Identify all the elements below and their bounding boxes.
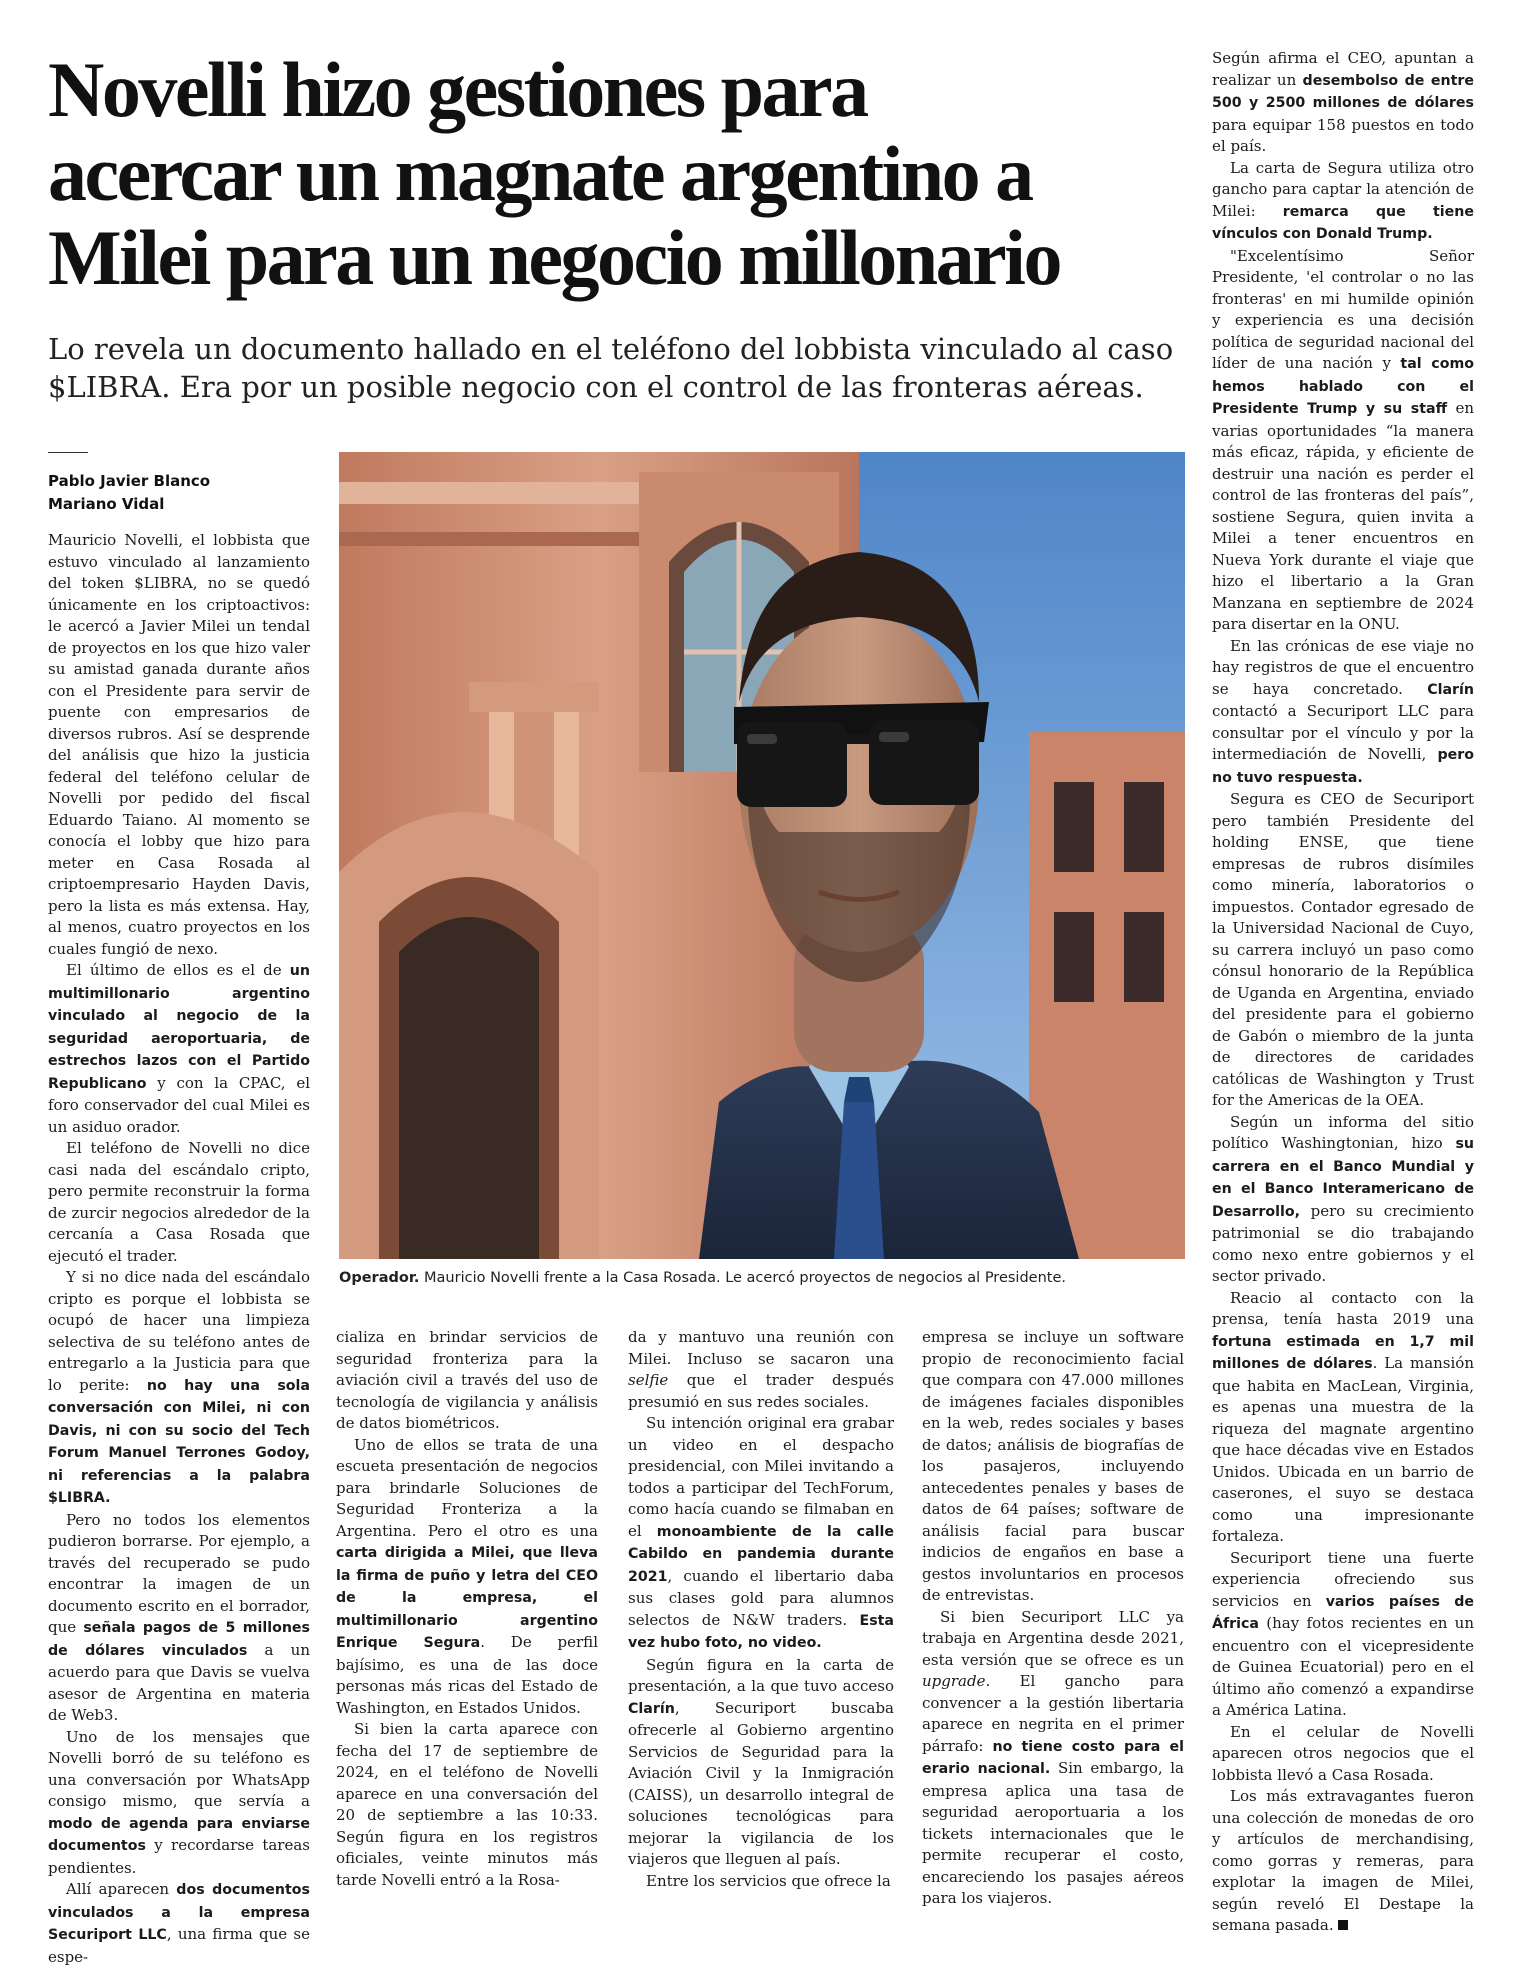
body-text: para equipar 158 puestos en todo el país. bbox=[1212, 115, 1474, 155]
body-text: en varias oportunidades “la manera más eficaz, rápida, y eficiente de destruir una nación es perder el control de las fronteras del país”, sostiene Segura, quien invita a Milei a tener encuentros en Nueva York durante el viaje que hizo el libertario a la Gran Manzana en septiembre de 2024 para disertar en la ONU. bbox=[1212, 399, 1474, 633]
bold-text: pero no tuvo respuesta. bbox=[1212, 747, 1474, 786]
body-text: . El gancho para convencer a la gestión libertaria aparece en negrita en el primer párrafo: bbox=[922, 1672, 1184, 1755]
bold-text: señala pagos de 5 millones de dólares vinculados bbox=[48, 1620, 310, 1659]
body-text: , cuando el libertario daba sus clases gold para alumnos selectos de N&W traders. bbox=[628, 1566, 894, 1629]
article-column-1 bbox=[48, 530, 310, 1968]
article-paragraph bbox=[48, 1879, 310, 1968]
body-text: . La mansión que habita en MacLean, Virginia, es apenas una muestra de la riqueza del magnate argentino que hace décadas vive en Estados Unidos. Ubicada en un barrio de caserones, el suyo se destaca como una impresionante fortaleza. bbox=[1212, 1354, 1474, 1545]
body-text: Los más extravagantes fueron una colección de monedas de oro y artículos de merchandising, como gorras y remeras, para explotar la imagen de Milei, según reveló El Destape la semana pasada. bbox=[1212, 1787, 1474, 1934]
byline bbox=[48, 470, 210, 516]
body-text: Entre los servicios que ofrece la bbox=[646, 1871, 891, 1890]
body-text: y recordarse tareas pendientes. bbox=[48, 1836, 310, 1877]
article-paragraph bbox=[1212, 1786, 1474, 1937]
headline-line: Novelli hizo gestiones para bbox=[48, 46, 867, 133]
caption-text: Mauricio Novelli frente a la Casa Rosada. Le acercó proyectos de negocios al Presidente. bbox=[424, 1270, 1066, 1286]
body-text: El teléfono de Novelli no dice casi nada del escándalo cripto, pero permite reconstruir la forma de zurcir negocios alrededor de la cercanía a Casa Rosada que ejecutó el trader. bbox=[48, 1139, 310, 1265]
article-paragraph bbox=[628, 1327, 894, 1413]
article-paragraph bbox=[48, 1267, 310, 1510]
article-paragraph bbox=[628, 1413, 894, 1655]
article-paragraph bbox=[1212, 158, 1474, 246]
body-text: Y si no dice nada del escándalo cripto es porque el lobbista se ocupó de hacer una limpieza selectiva de su teléfono antes de entregarlo a la Justicia para que lo perite: bbox=[48, 1268, 310, 1394]
caption-lead: Operador. bbox=[339, 1270, 420, 1286]
article-column-3 bbox=[628, 1327, 894, 1892]
body-text: El último de ellos es el de bbox=[66, 961, 290, 979]
body-text: , una firma que se espe- bbox=[48, 1925, 310, 1966]
body-text: da y mantuvo una reunión con Milei. Incluso se sacaron una bbox=[628, 1328, 894, 1368]
bold-text: carta dirigida a Milei, que lleva la firma de puño y letra del CEO de la empresa, el multimillonario argentino Enrique Segura bbox=[336, 1545, 598, 1651]
bold-text: no tiene costo para el erario nacional. bbox=[922, 1738, 1184, 1777]
italic-text: upgrade bbox=[922, 1672, 986, 1690]
body-text: empresa se incluye un software propio de reconocimiento facial que compara con 47.000 millones de imágenes faciales disponibles en la web, redes sociales y bases de datos; análisis de biografías de los pasajeros, incluyendo antecedentes penales y bases de datos de 64 países; software de análisis facial para buscar indicios de engaños en base a gestos involuntarios en procesos de entrevistas. bbox=[922, 1328, 1184, 1604]
bold-text: no hay una sola conversación con Milei, ni con Davis, ni con su socio del Tech Forum Manuel Terrones Godoy, ni referencias a la palabra $LIBRA. bbox=[48, 1377, 310, 1506]
subheadline-line: $LIBRA. Era por un posible negocio con el control de las fronteras aéreas. bbox=[48, 370, 1144, 404]
article-paragraph bbox=[1212, 246, 1474, 636]
article-paragraph bbox=[1212, 789, 1474, 1112]
article-paragraph bbox=[628, 1871, 894, 1893]
article-paragraph bbox=[1212, 1722, 1474, 1787]
article-paragraph bbox=[48, 960, 310, 1138]
body-text: Mauricio Novelli, el lobbista que estuvo vinculado al lanzamiento del token $LIBRA, no se quedó únicamente en los criptoactivos: le acercó a Javier Milei un tendal de proyectos en los que hizo valer su amistad ganada durante años con el Presidente para servir de puente con empresarios de diversos rubros. Así se desprende del análisis que hizo la justicia federal del teléfono celular de Novelli por pedido del fiscal Eduardo Taiano. Al momento se conocía el lobby que hizo para meter en Casa Rosada al criptoempresario Hayden Davis, pero la lista es más extensa. Hay, al menos, cuatro proyectos en los cuales fungió de nexo. bbox=[48, 531, 310, 958]
body-text: cializa en brindar servicios de seguridad fronteriza para la aviación civil a través del uso de tecnología de vigilancia y análisis de datos biométricos. bbox=[336, 1328, 598, 1432]
article-paragraph bbox=[1212, 636, 1474, 790]
body-text: Sin embargo, la empresa aplica una tasa de seguridad aeroportuaria a los tickets internacionales que le permite recuperar el costo, encareciendo los pasajes aéreos para los viajeros. bbox=[922, 1759, 1184, 1907]
headline-line: Milei para un negocio millonario bbox=[48, 214, 1060, 301]
article-paragraph bbox=[1212, 1548, 1474, 1722]
body-text: Pero no todos los elementos pudieron borrarse. Por ejemplo, a través del recuperado se pudo encontrar la imagen de un documento escrito en el borrador, que bbox=[48, 1510, 310, 1636]
body-text: "Excelentísimo Señor Presidente, 'el controlar o no las fronteras' en mi humilde opinión y experiencia es una decisión política de seguridad nacional del líder de una nación y bbox=[1212, 246, 1474, 372]
body-text: Si bien la carta aparece con fecha del 17 de septiembre de 2024, en el teléfono de Novelli aparece en una conversación del 20 de septiembre a las 10:33. Según figura en los registros oficiales, veinte minutos más tarde Novelli entró a la Rosa- bbox=[336, 1720, 598, 1889]
italic-text: selfie bbox=[628, 1371, 669, 1389]
article-paragraph bbox=[336, 1327, 598, 1435]
body-text: Según un informa del sitio político Washingtonian, hizo bbox=[1212, 1112, 1474, 1152]
article-paragraph bbox=[48, 530, 310, 960]
article-column-2 bbox=[336, 1327, 598, 1891]
article-column-5 bbox=[1212, 48, 1474, 1937]
bold-text: Clarín bbox=[1427, 681, 1474, 698]
bold-text: fortuna estimada en 1,7 mil millones de dólares bbox=[1212, 1333, 1474, 1372]
portrait-photo-icon bbox=[339, 452, 1185, 1259]
article-paragraph bbox=[48, 1727, 310, 1880]
article-paragraph bbox=[628, 1655, 894, 1871]
body-text: Uno de ellos se trata de una escueta presentación de negocios para brindarle Soluciones de Seguridad Fronteriza a la Argentina. Pero el otro es una bbox=[336, 1435, 598, 1540]
article-paragraph bbox=[48, 1138, 310, 1267]
bold-text: tal como hemos hablado con el Presidente Trump y su staff bbox=[1212, 356, 1474, 417]
article-paragraph bbox=[48, 1510, 310, 1727]
author-name: Mariano Vidal bbox=[48, 495, 165, 513]
end-mark-icon bbox=[1338, 1920, 1348, 1930]
bold-text: Esta vez hubo foto, no video. bbox=[628, 1612, 894, 1651]
bold-text: modo de agenda para enviarse documentos bbox=[48, 1815, 310, 1854]
bold-text: un multimillonario argentino vinculado al negocio de la seguridad aeroportuaria, de estrechos lazos con el Partido Republicano bbox=[48, 963, 310, 1092]
bold-text: su carrera en el Banco Mundial y en el Banco Interamericano de Desarrollo, bbox=[1212, 1136, 1474, 1220]
article-paragraph bbox=[922, 1327, 1184, 1607]
article-paragraph bbox=[1212, 1288, 1474, 1548]
bold-text: Clarín bbox=[628, 1700, 675, 1717]
body-text: a un acuerdo para que Davis se vuelva asesor de Argentina en materia de Web3. bbox=[48, 1640, 310, 1724]
subheadline-line: Lo revela un documento hallado en el teléfono del lobbista vinculado al caso bbox=[48, 332, 1174, 366]
body-text: Securiport tiene una fuerte experiencia ofreciendo sus servicios en bbox=[1212, 1548, 1474, 1610]
body-text: Según afirma el CEO, apuntan a realizar un bbox=[1212, 49, 1474, 89]
body-text: pero su crecimiento patrimonial se dio trabajando como nexo entre gobiernos y el sector privado. bbox=[1212, 1201, 1474, 1285]
byline-divider bbox=[48, 452, 88, 453]
body-text: (hay fotos recientes en un encuentro con el vicepresidente de Guinea Ecuatorial) pero en el último año comenzó a expandirse a América Latina. bbox=[1212, 1614, 1474, 1719]
body-text: Uno de los mensajes que Novelli borró de su teléfono es una conversación por WhatsApp consigo mismo, que servía a bbox=[48, 1727, 310, 1810]
bold-text: monoambiente de la calle Cabildo en pandemia durante 2021 bbox=[628, 1523, 894, 1585]
headline bbox=[48, 48, 1188, 300]
article-paragraph bbox=[1212, 48, 1474, 158]
body-text: Según figura en la carta de presentación, a la que tuvo acceso bbox=[628, 1655, 894, 1695]
headline-line: acercar un magnate argentino a bbox=[48, 130, 1032, 217]
body-text: y con la CPAC, el foro conservador del cual Milei es un asiduo orador. bbox=[48, 1073, 310, 1136]
bold-text: dos documentos vinculados a la empresa Securiport LLC bbox=[48, 1882, 311, 1943]
body-text: En el celular de Novelli aparecen otros negocios que el lobbista llevó a Casa Rosada. bbox=[1212, 1722, 1474, 1784]
article-column-4 bbox=[922, 1327, 1184, 1910]
bold-text: varios países de África bbox=[1212, 1593, 1474, 1632]
body-text: La carta de Segura utiliza otro gancho para captar la atención de Milei: bbox=[1212, 158, 1474, 220]
article-paragraph bbox=[922, 1607, 1184, 1910]
article-paragraph bbox=[336, 1435, 598, 1720]
body-text: Su intención original era grabar un video en el despacho presidencial, con Milei invitando a todos a participar del TechForum, como hacía cuando se filmaban en el bbox=[628, 1414, 894, 1540]
article-paragraph bbox=[336, 1719, 598, 1891]
body-text: En las crónicas de ese viaje no hay registros de que el encuentro se haya concretado. bbox=[1212, 636, 1474, 698]
body-text: Reacio al contacto con la prensa, tenía hasta 2019 una bbox=[1212, 1288, 1474, 1328]
body-text: que el trader después presumió en sus redes sociales. bbox=[628, 1371, 894, 1411]
body-text: Si bien Securiport LLC ya trabaja en Argentina desde 2021, esta versión que se ofrece es un bbox=[922, 1607, 1184, 1669]
body-text: . De perfil bajísimo, es una de las doce personas más ricas del Estado de Washington, en Estados Unidos. bbox=[336, 1633, 598, 1717]
bold-text: remarca que tiene vínculos con Donald Trump. bbox=[1212, 203, 1474, 242]
body-text: contactó a Securiport LLC para consultar por el vínculo y por la intermediación de Novelli, bbox=[1212, 702, 1474, 763]
body-text: , Securiport buscaba ofrecerle al Gobierno argentino Servicios de Seguridad para la Aviación Civil y la Inmigración (CAISS), un desarrollo integral de soluciones tecnológicas para mejorar la vigilancia de los viajeros que lleguen al país. bbox=[628, 1698, 894, 1868]
subheadline bbox=[48, 330, 1178, 406]
body-text: Allí aparecen bbox=[66, 1880, 177, 1898]
author-name: Pablo Javier Blanco bbox=[48, 472, 211, 490]
article-paragraph bbox=[1212, 1112, 1474, 1288]
photo-caption bbox=[339, 1268, 1185, 1288]
bold-text: desembolso de entre 500 y 2500 millones de dólares bbox=[1212, 72, 1474, 111]
body-text: Segura es CEO de Securiport pero también Presidente del holding ENSE, que tiene empresas de rubros disímiles como minería, laboratorios o impuestos. Contador egresado de la Universidad Nacional de Cuyo, su carrera incluyó un paso como cónsul honorario de la República de Uganda en Argentina, enviado del presidente para el gobierno de Gabón o miembro de la junta de directores de caridades católicas de Washington y Trust for the Americas de la OEA. bbox=[1212, 790, 1474, 1109]
